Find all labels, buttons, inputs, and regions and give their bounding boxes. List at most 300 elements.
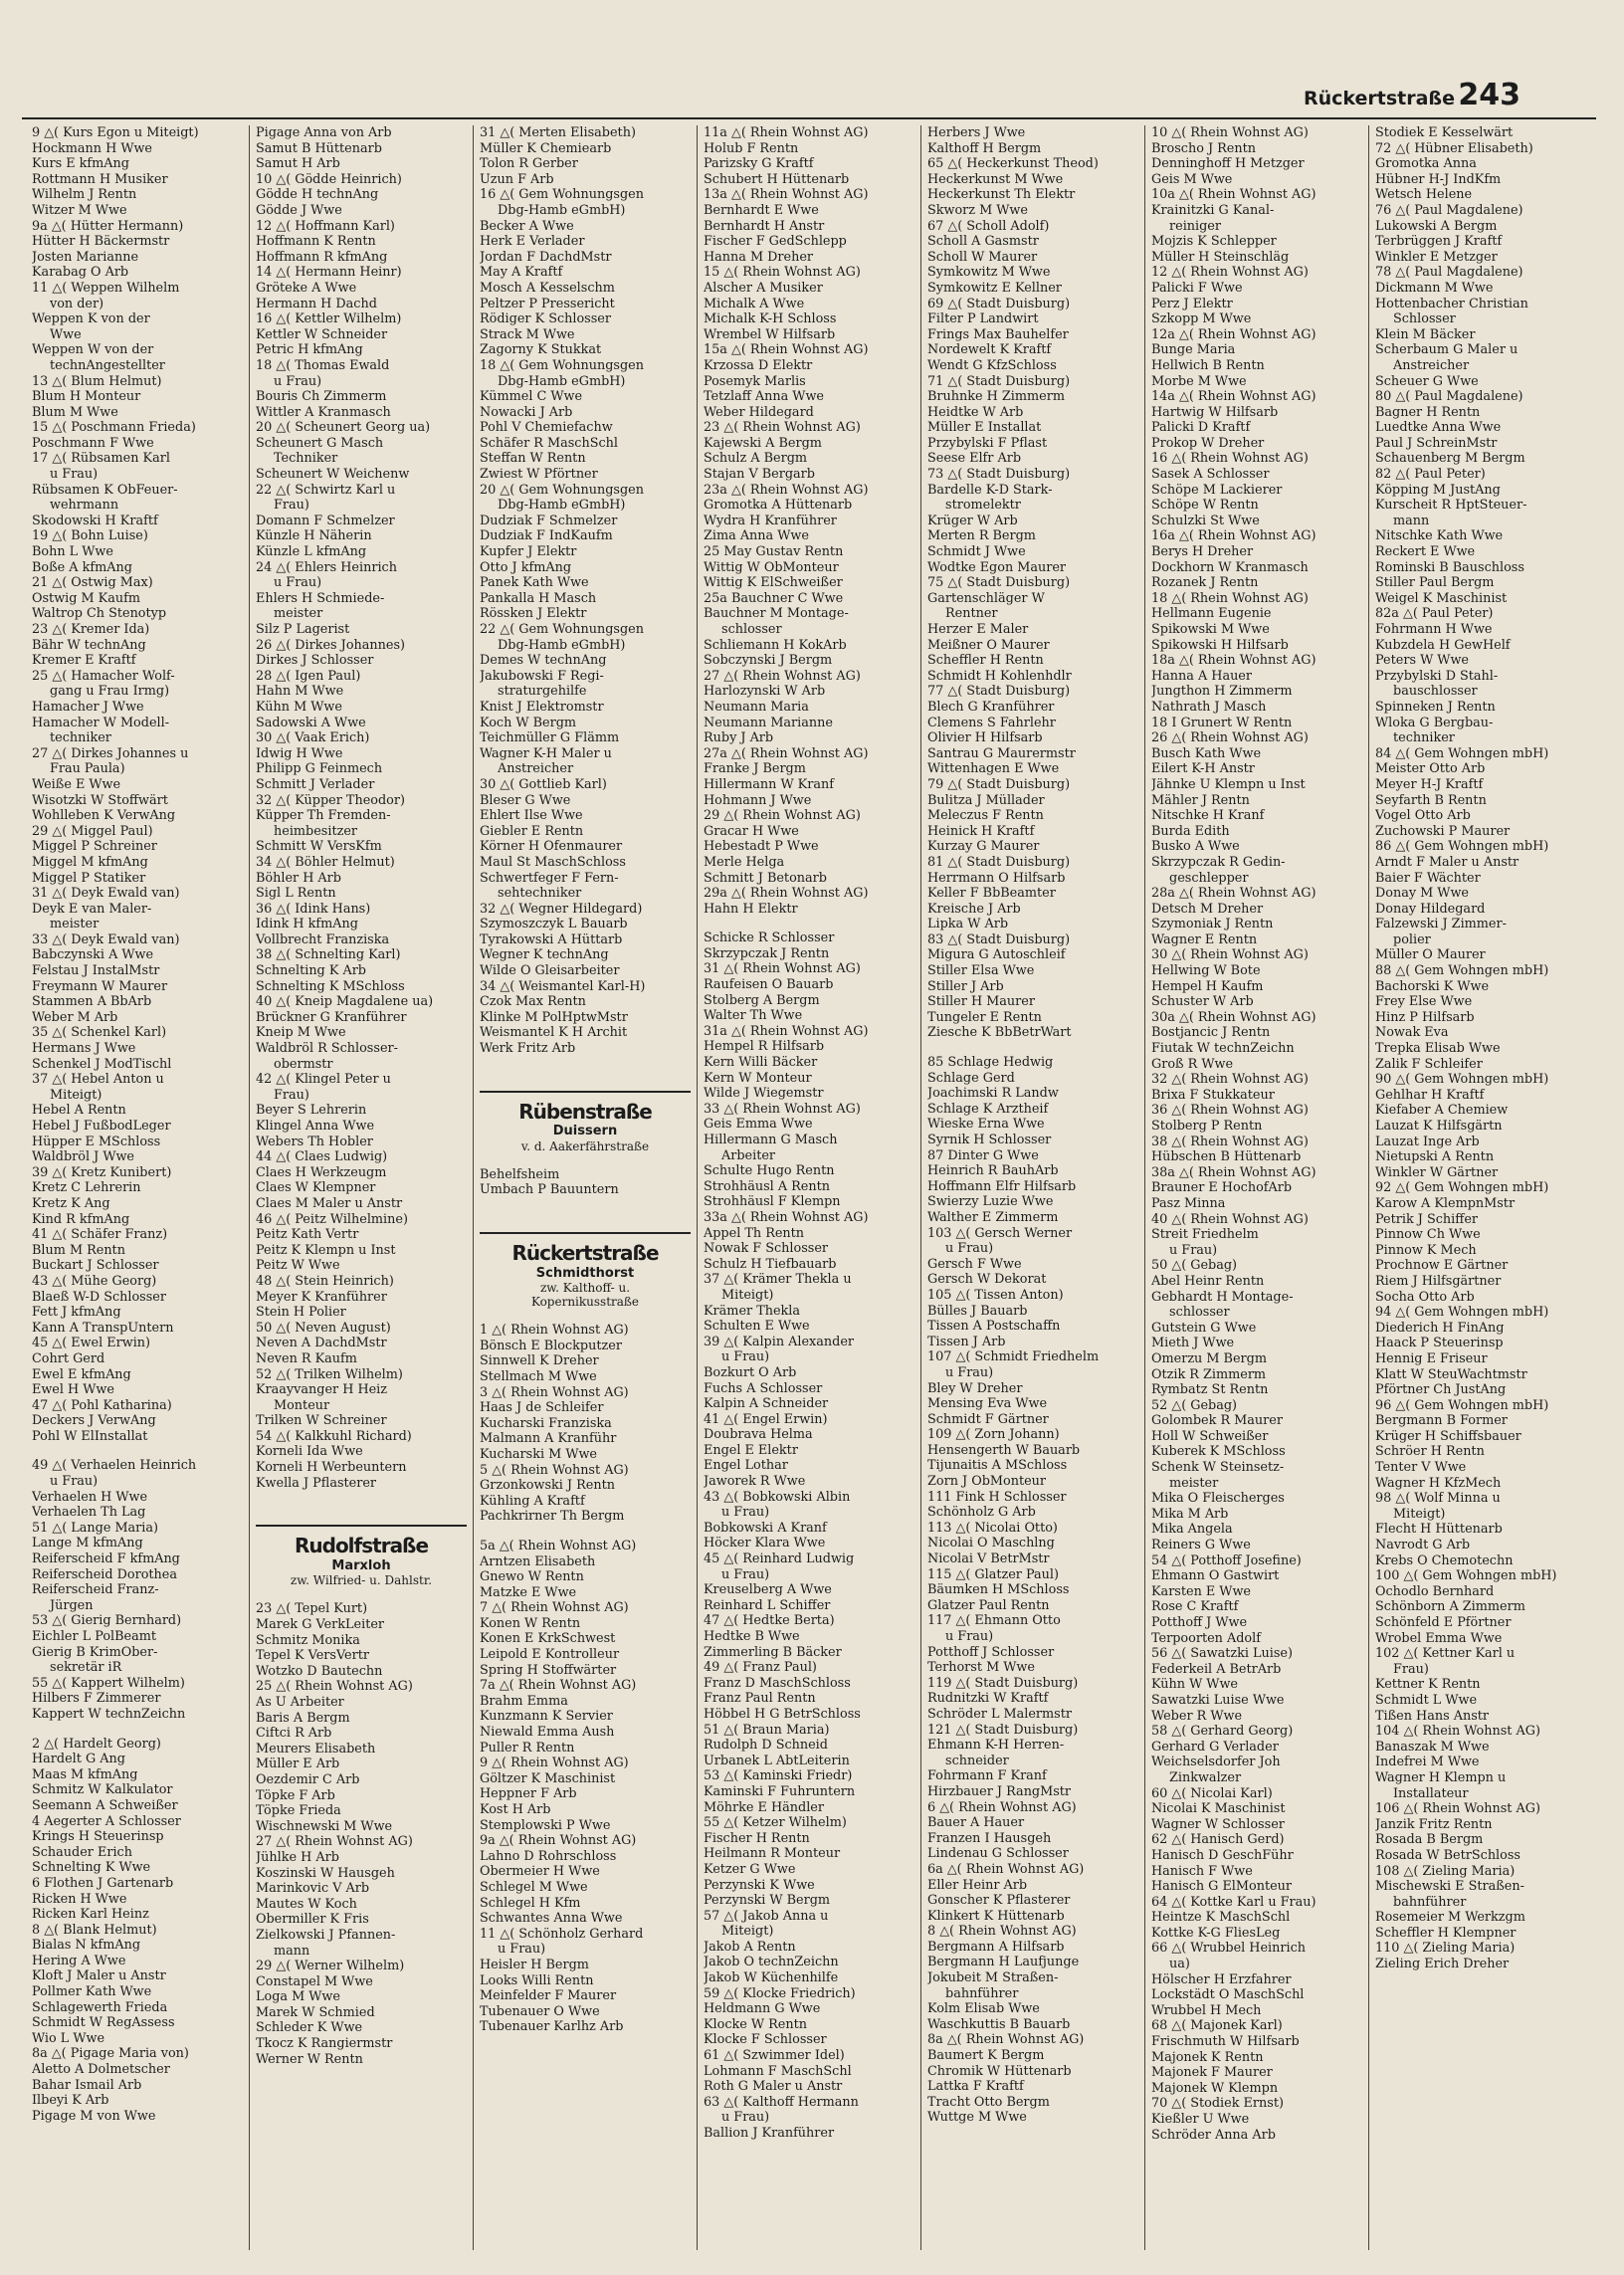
directory-entry: Stolberg P Rentn [1151,1119,1263,1134]
directory-entry: Scholl W Maurer [927,249,1038,265]
directory-entry: Ehlert Ilse Wwe [480,808,583,824]
directory-entry: Skrzypczak R Gedin- [1151,854,1286,870]
directory-entry: 30 △( Vaak Erich) [256,730,370,746]
directory-entry: Hennig E Friseur [1375,1350,1488,1366]
directory-entry: Bleser G Wwe [480,792,571,808]
directory-entry: 31 △( Rhein Wohnst AG) [704,961,861,977]
directory-entry: 31 △( Merten Elisabeth) [480,125,636,140]
directory-entry: 3 △( Rhein Wohnst AG) [480,1384,629,1400]
directory-entry: Spikowski M Wwe [1151,622,1270,637]
directory-entry: Ehlers H Schmiede- [256,590,385,606]
directory-entry: Deyk E van Maler- [32,901,152,917]
directory-entry: Schlage Gerd [927,1070,1015,1086]
directory-entry: Meyer H-J Kraftf [1375,776,1484,792]
directory-entry: Anstreicher [498,761,574,777]
directory-entry: 57 △( Jakob Anna u [704,1908,829,1924]
directory-entry: Ricken Karl Heinz [32,1907,149,1923]
directory-entry: 27a △( Rhein Wohnst AG) [704,745,869,761]
directory-entry: Weichselsdorfer Joh [1151,1755,1281,1770]
directory-entry: Bozkurt O Arb [704,1364,797,1380]
directory-entry: 90 △( Gem Wohngen mbH) [1375,1072,1549,1088]
directory-entry: Schauenberg M Bergm [1375,451,1525,467]
directory-entry: Knist J Elektromstr [480,699,604,715]
directory-entry: u Frau) [945,1241,994,1257]
directory-entry: Scherbaum G Maler u [1375,342,1519,358]
directory-entry: Tracht Otto Bergm [927,2094,1050,2110]
directory-entry: Janzik Fritz Rentn [1375,1816,1493,1832]
directory-entry: 105 △( Tissen Anton) [927,1287,1064,1303]
directory-entry: Migura G Autoschleif [927,947,1066,963]
directory-entry: Karsten E Wwe [1151,1583,1251,1599]
directory-entry: Geis M Wwe [1151,171,1233,187]
directory-entry: Dickmann M Wwe [1375,280,1494,296]
directory-entry: Verhaelen H Wwe [32,1489,148,1505]
directory-entry: 16a △( Rhein Wohnst AG) [1151,528,1317,544]
directory-entry: Meurers Elisabeth [256,1741,376,1757]
directory-entry: Arbeiter [721,1147,776,1163]
directory-entry: Lauzat K Hilfsgärtn [1375,1119,1503,1134]
directory-entry: 5a △( Rhein Wohnst AG) [480,1538,637,1553]
directory-entry: Dockhorn W Kranmasch [1151,559,1309,575]
directory-entry: 29 △( Miggel Paul) [32,823,153,839]
directory-entry: Brauner E HochofArb [1151,1180,1293,1196]
directory-entry: Donay M Wwe [1375,886,1469,902]
directory-entry: Dirkes J Schlosser [256,653,374,669]
directory-entry: Bäumken H MSchloss [927,1582,1070,1598]
directory-entry: 56 △( Sawatzki Luise) [1151,1646,1293,1662]
directory-entry: Bergmann A Hilfsarb [927,1939,1065,1955]
directory-entry: Waldbröl R Schlosser- [256,1041,398,1057]
column-4 [698,125,921,2250]
directory-entry: Müller E Installat [927,420,1042,436]
directory-entry: Lattka F Kraftf [927,2079,1024,2095]
street-heading: Rudolfstraße [256,1525,467,1554]
directory-entry: Ketzer G Wwe [704,1861,796,1877]
directory-entry: Schöpe W Rentn [1151,498,1259,514]
directory-entry: Weppen W von der [32,342,154,358]
directory-entry: Schulz H Tiefbauarb [704,1256,837,1272]
directory-entry: Peitz W Wwe [256,1258,340,1274]
directory-entry: 108 △( Zieling Maria) [1375,1863,1516,1879]
directory-entry: Stiller Paul Bergm [1375,575,1495,591]
directory-entry: meister [1169,1475,1219,1491]
directory-entry: Niewald Emma Aush [480,1725,615,1741]
directory-entry: Bernhardt E Wwe [704,202,819,218]
directory-entry: Stiller Elsa Wwe [927,963,1035,979]
directory-entry: schneider [945,1753,1009,1768]
directory-entry: Sinnwell K Dreher [480,1353,599,1369]
directory-entry: Neumann Marianne [704,715,833,730]
directory-entry: 104 △( Rhein Wohnst AG) [1375,1724,1540,1740]
directory-entry: geschlepper [1169,870,1249,886]
directory-entry: Clemens S Fahrlehr [927,715,1056,730]
directory-entry: 18 △( Gem Wohnungsgen [480,357,644,373]
directory-entry: Gracar H Wwe [704,823,799,839]
directory-entry: Miggel P Schreiner [32,839,157,855]
directory-entry: 46 △( Peitz Wilhelmine) [256,1211,408,1227]
directory-entry: Trepka Elisab Wwe [1375,1041,1501,1057]
directory-entry: 20 △( Gem Wohnungsgen [480,482,644,498]
directory-entry: Philipp G Feinmech [256,761,383,777]
directory-entry: 51 △( Lange Maria) [32,1520,159,1536]
directory-entry: Böhler H Arb [256,870,341,886]
directory-entry: Tijunaitis A MSchloss [927,1458,1068,1474]
directory-entry: 43 △( Mühe Georg) [32,1273,157,1289]
directory-entry: Nitschke H Kranf [1151,808,1265,824]
directory-entry: Sasek A Schlosser [1151,467,1270,483]
directory-entry: 45 △( Ewel Erwin) [32,1336,151,1351]
directory-entry: May A Kraftf [480,265,563,281]
directory-entry: Miteigt) [1393,1506,1446,1522]
directory-entry: Techniker [274,451,338,467]
directory-entry: Perz J Elektr [1151,296,1233,311]
directory-entry: Spinneken J Rentn [1375,699,1496,715]
directory-entry: Wagner H KfzMech [1375,1475,1502,1491]
directory-entry: Rössken J Elektr [480,606,587,622]
directory-entry: 67 △( Scholl Adolf) [927,218,1050,234]
directory-entry: u Frau) [721,2110,770,2126]
directory-entry: Brahm Emma [480,1693,568,1709]
directory-entry: Wittig W ObMonteur [704,559,839,575]
directory-entry: Frau) [274,1087,309,1103]
directory-entry: Lindenau G Schlosser [927,1846,1069,1862]
directory-entry: Gersch F Wwe [927,1256,1022,1272]
directory-entry: Heldmann G Wwe [704,2001,821,2017]
directory-entry: Franke J Bergm [704,761,806,777]
directory-entry: Becker A Wwe [480,218,574,234]
directory-entry: Kwella J Pflasterer [256,1475,377,1491]
directory-entry: Sawatzki Luise Wwe [1151,1692,1285,1708]
directory-entry: Rozanek J Rentn [1151,575,1259,591]
directory-entry: 43 △( Bobkowski Albin [704,1489,851,1505]
directory-entry: 17 △( Rübsamen Karl [32,451,170,467]
directory-entry: Töpke Frieda [256,1803,341,1819]
directory-entry: Majonek K Rentn [1151,2049,1264,2065]
directory-entry: Perzynski W Bergm [704,1893,831,1909]
directory-entry: 18 △( Thomas Ewald [256,357,390,373]
directory-entry: Obermiller K Fris [256,1912,369,1928]
directory-entry: Winkler E Metzger [1375,249,1498,265]
directory-entry: Michalk A Wwe [704,296,805,311]
directory-entry: Poschmann F Wwe [32,435,154,451]
directory-entry: Frischmuth W Hilfsarb [1151,2034,1300,2050]
directory-entry: u Frau) [498,1942,546,1958]
directory-entry: Wagner E Rentn [1151,931,1258,947]
directory-entry: Schlegel H Kfm [480,1895,581,1911]
street-note: zw. Wilfried- u. Dahlstr. [290,1573,433,1588]
directory-entry: Bahar Ismail Arb [32,2077,142,2093]
directory-entry: Stellmach M Wwe [480,1368,597,1384]
directory-entry: Herk E Verlader [480,234,585,250]
directory-entry: Nordewelt K Kraftf [927,342,1052,358]
directory-entry: Constapel M Wwe [256,1973,373,1989]
directory-entry: Pachkrirner Th Bergm [480,1509,625,1525]
directory-entry: Koch W Bergm [480,715,577,730]
directory-entry: gang u Frau Irmg) [50,684,170,700]
directory-entry: Schönfeld E Pförtner [1375,1615,1512,1630]
directory-entry: Tolon R Gerber [480,156,578,172]
directory-entry: Werk Fritz Arb [480,1041,576,1057]
directory-entry: Engel Lothar [704,1458,788,1474]
directory-entry: Pinnow K Mech [1375,1242,1477,1258]
directory-entry: 11 △( Weppen Wilhelm [32,280,180,296]
column-7 [1369,125,1593,2250]
directory-entry: Claes M Maler u Anstr [256,1195,403,1211]
directory-entry: Urbanek L AbtLeiterin [704,1753,850,1768]
directory-entry: 80 △( Paul Magdalene) [1375,389,1523,405]
directory-entry: Golombek R Maurer [1151,1413,1283,1429]
directory-entry: 48 △( Stein Heinrich) [256,1273,394,1289]
directory-entry: meister [274,606,323,622]
directory-entry: Frau) [274,498,309,514]
directory-entry: Stolberg A Bergm [704,992,820,1008]
directory-entry: Bobkowski A Kranf [704,1520,827,1536]
directory-entry: 77 △( Stadt Duisburg) [927,684,1071,700]
directory-entry: 7 △( Rhein Wohnst AG) [480,1600,629,1616]
directory-entry: 12 △( Rhein Wohnst AG) [1151,265,1309,281]
directory-entry: Frau) [1393,1661,1429,1677]
directory-entry: Scheuer G Wwe [1375,373,1479,389]
directory-entry: 13 △( Blum Helmut) [32,373,162,389]
directory-entry: Bönsch E Blockputzer [480,1338,622,1353]
directory-entry: Mautes W Koch [256,1896,357,1912]
directory-entry: 60 △( Nicolai Karl) [1151,1785,1273,1801]
directory-entry: Behelfsheim [480,1166,560,1182]
directory-entry: 49 △( Verhaelen Heinrich [32,1458,197,1474]
page-title: Rückertstraße [1303,88,1455,109]
directory-entry: Gromotka Anna [1375,156,1477,172]
directory-entry: 70 △( Stodiek Ernst) [1151,2096,1284,2112]
directory-entry: Marek W Schmied [256,2004,375,2020]
directory-entry: schlosser [721,622,782,637]
directory-entry: Luedtke Anna Wwe [1375,420,1502,436]
directory-entry: Kottke K-G FliesLeg [1151,1925,1281,1941]
directory-entry: Gersch W Dekorat [927,1272,1047,1288]
directory-entry: Posemyk Marlis [704,373,806,389]
directory-entry: Ehmann K-H Herren- [927,1738,1065,1754]
directory-entry: Schnelting K MSchloss [256,978,405,994]
directory-entry: Zuchowski P Maurer [1375,823,1511,839]
directory-entry: 38 △( Schnelting Karl) [256,947,401,963]
directory-entry: Pollmer Kath Wwe [32,1984,152,2000]
directory-entry: Lohmann F MaschSchl [704,2063,852,2079]
directory-entry: Majonek W Klempn [1151,2080,1279,2096]
directory-entry: Göltzer K Maschinist [480,1770,616,1786]
directory-entry: 76 △( Paul Magdalene) [1375,202,1523,218]
directory-entry: Schliemann H KokArb [704,637,847,653]
directory-entry: 55 △( Kappert Wilhelm) [32,1675,185,1691]
directory-entry: Schuster W Arb [1151,994,1254,1010]
directory-entry: Przybylski D Stahl- [1375,668,1499,684]
directory-entry: Berys H Dreher [1151,544,1254,560]
directory-entry: Kern W Monteur [704,1070,812,1086]
directory-entry: Monteur [274,1397,330,1413]
directory-entry: Arndt F Maler u Anstr [1375,854,1520,870]
directory-entry: Tepel K VersVertr [256,1648,370,1664]
spacer [480,1525,691,1539]
directory-entry: 26 △( Dirkes Johannes) [256,637,406,653]
district-label: Marxloh [331,1557,391,1573]
directory-entry: 18 I Grunert W Rentn [1151,715,1293,730]
directory-entry: obermstr [274,1056,333,1072]
directory-entry: Zorn J ObMonteur [927,1474,1047,1490]
directory-entry: 33 △( Deyk Ewald van) [32,931,180,947]
directory-entry: u Frau) [274,575,322,591]
directory-entry: 117 △( Ehmann Otto [927,1613,1061,1629]
directory-entry: Klatt W SteuWachtmstr [1375,1366,1527,1382]
directory-entry: Ricken H Wwe [32,1891,127,1907]
directory-entry: Gutstein G Wwe [1151,1320,1257,1336]
spacer [480,1309,691,1323]
directory-entry: Scheunert W Weichenw [256,467,410,483]
directory-entry: Schlosser [1393,311,1456,327]
directory-entry: 40 △( Rhein Wohnst AG) [1151,1211,1309,1227]
directory-entry: Teichmüller G Flämm [480,730,620,746]
directory-entry: Holl W Schweißer [1151,1428,1269,1444]
directory-entry: 2 △( Hardelt Georg) [32,1736,161,1752]
directory-entry: Riem J Hilfsgärtner [1375,1273,1502,1289]
directory-entry: 31 △( Deyk Ewald van) [32,886,180,902]
directory-entry: Donay Hildegard [1375,901,1486,917]
directory-entry: Karow A KlempnMstr [1375,1195,1516,1211]
directory-entry: Umbach P Bauuntern [480,1182,619,1198]
directory-entry: Möhrke E Händler [704,1799,824,1815]
street-heading: Rückertstraße [480,1232,691,1262]
directory-entry: Krainitzki G Kanal- [1151,202,1275,218]
directory-entry: Heintze K MaschSchl [1151,1910,1291,1926]
directory-entry: Walther E Zimmerm [927,1209,1059,1225]
directory-entry: Dbg-Hamb eGmbH) [498,202,626,218]
directory-entry: 35 △( Schenkel Karl) [32,1025,167,1041]
directory-entry: 8 △( Blank Helmut) [32,1922,157,1938]
directory-entry: Dbg-Hamb eGmbH) [498,498,626,514]
directory-entry: Palicki F Wwe [1151,280,1243,296]
directory-entry: Weber R Wwe [1151,1708,1243,1724]
directory-entry: u Frau) [50,1474,99,1490]
directory-entry: 54 △( Kalkkuhl Richard) [256,1428,412,1444]
directory-entry: Schmidt L Wwe [1375,1692,1478,1708]
directory-entry: Ziesche K BbBetrWart [927,1025,1072,1041]
directory-entry: Eller Heinr Arb [927,1877,1028,1893]
directory-entry: Zagorny K Stukkat [480,342,602,358]
directory-entry: Prokop W Dreher [1151,435,1265,451]
directory-entry: schlosser [1169,1305,1230,1321]
spacer [480,1153,691,1167]
directory-entry: Nitschke Kath Wwe [1375,528,1504,544]
directory-entry: Hanna M Dreher [704,249,814,265]
directory-entry: Miggel P Statiker [32,870,146,886]
directory-entry: Nowacki J Arb [480,404,573,420]
directory-entry: Mieth J Wwe [1151,1336,1235,1351]
directory-entry: Josten Marianne [32,249,139,265]
directory-entry: Meister Otto Arb [1375,761,1486,777]
directory-entry: Schöpe M Lackierer [1151,482,1283,498]
directory-entry: Künzle L kfmAng [256,544,367,560]
directory-entry: Baumert K Bergm [927,2048,1045,2064]
directory-entry: 86 △( Gem Wohngen mbH) [1375,839,1549,855]
directory-entry: 40 △( Kneip Magdalene ua) [256,994,434,1010]
spacer [32,1723,243,1737]
directory-entry: mann [1393,513,1430,528]
directory-entry: 11a △( Rhein Wohnst AG) [704,125,869,140]
directory-entry: Ruby J Arb [704,730,774,746]
directory-entry: Jordan F DachdMstr [480,249,612,265]
directory-entry: Geis Emma Wwe [704,1117,813,1133]
directory-entry: Wrubbel H Mech [1151,2002,1262,2018]
directory-entry: Przybylski F Pflast [927,435,1048,451]
directory-entry: Hebel J FußbodLeger [32,1119,171,1134]
directory-entry: Kalthoff H Bergm [927,140,1042,156]
directory-entry: Wegner K technAng [480,947,609,963]
directory-entry: Schulten E Wwe [704,1319,810,1335]
directory-entry: Fohrmann F Kranf [927,1768,1047,1784]
directory-entry: 33 △( Rhein Wohnst AG) [704,1101,861,1117]
directory-entry: 6a △( Rhein Wohnst AG) [927,1861,1085,1877]
directory-entry: Kneip M Wwe [256,1025,346,1041]
directory-entry: Hillermann W Kranf [704,776,834,792]
directory-entry: 18a △( Rhein Wohnst AG) [1151,653,1317,669]
directory-entry: Spring H Stoffwärter [480,1662,617,1678]
directory-entry: Schmidt H Kohlenhdlr [927,668,1072,684]
directory-entry: 100 △( Gem Wohngen mbH) [1375,1568,1557,1584]
directory-entry: Fischer H Rentn [704,1830,810,1846]
directory-entry: Wio L Wwe [32,2030,105,2046]
directory-entry: Diederich H FinAng [1375,1320,1505,1336]
directory-entry: Wisotzki W Stoffwärt [32,792,168,808]
directory-entry: Bruhnke H Zimmerm [927,389,1065,405]
directory-entry: Weismantel K H Archit [480,1025,628,1041]
directory-entry: Schicke R Schlosser [704,931,835,946]
directory-entry: Kaminski F Fuhruntern [704,1783,856,1799]
directory-entry: Stemplowski P Wwe [480,1817,611,1833]
directory-entry: Marinkovic V Arb [256,1881,370,1897]
directory-entry: Schwertfeger F Fern- [480,870,619,886]
directory-entry: Claes H Werkzeugm [256,1164,387,1180]
directory-entry: Waltrop Ch Stenotyp [32,606,167,622]
directory-entry: Lipka W Arb [927,917,1009,932]
directory-entry: 10a △( Rhein Wohnst AG) [1151,187,1317,203]
directory-entry: Wrembel W Hilfsarb [704,326,836,342]
directory-entry: Dudziak F IndKaufm [480,528,613,544]
directory-entry: Samut B Hüttenarb [256,140,382,156]
directory-entry: Miggel M kfmAng [32,854,148,870]
directory-entry: Bergmann B Former [1375,1413,1508,1429]
directory-entry: Strohhäusl F Klempn [704,1194,841,1210]
directory-entry: Rymbatz St Rentn [1151,1382,1269,1398]
directory-entry: Bähr W technAng [32,637,146,653]
directory-entry: Hardelt G Ang [32,1752,125,1767]
directory-entry: 42 △( Klingel Peter u [256,1072,391,1088]
directory-entry: Rosemeier M Werkzgm [1375,1910,1525,1926]
directory-entry: 37 △( Krämer Thekla u [704,1272,852,1288]
directory-entry: Gebhardt H Montage- [1151,1289,1294,1305]
directory-entry: 78 △( Paul Magdalene) [1375,265,1523,281]
directory-entry: 16 △( Gem Wohnungsgen [480,187,644,203]
directory-entry: Pförtner Ch JustAng [1375,1382,1507,1398]
directory-entry: Flecht H Hüttenarb [1375,1522,1503,1538]
directory-entry: 32 △( Küpper Theodor) [256,792,405,808]
directory-entry: Kurs E kfmAng [32,156,129,172]
directory-entry: Weigel K Maschinist [1375,590,1508,606]
directory-entry: 68 △( Majonek Karl) [1151,2018,1283,2034]
directory-entry: 75 △( Stadt Duisburg) [927,575,1071,591]
directory-entry: Klinke M PolHptwMstr [480,1009,628,1025]
directory-entry: 32 △( Rhein Wohnst AG) [1151,1072,1309,1088]
directory-entry: Hebel A Rentn [32,1103,126,1119]
directory-entry: Zalik F Schleifer [1375,1056,1483,1072]
directory-entry: technAngestellter [50,357,165,373]
directory-entry: Czok Max Rentn [480,994,586,1010]
